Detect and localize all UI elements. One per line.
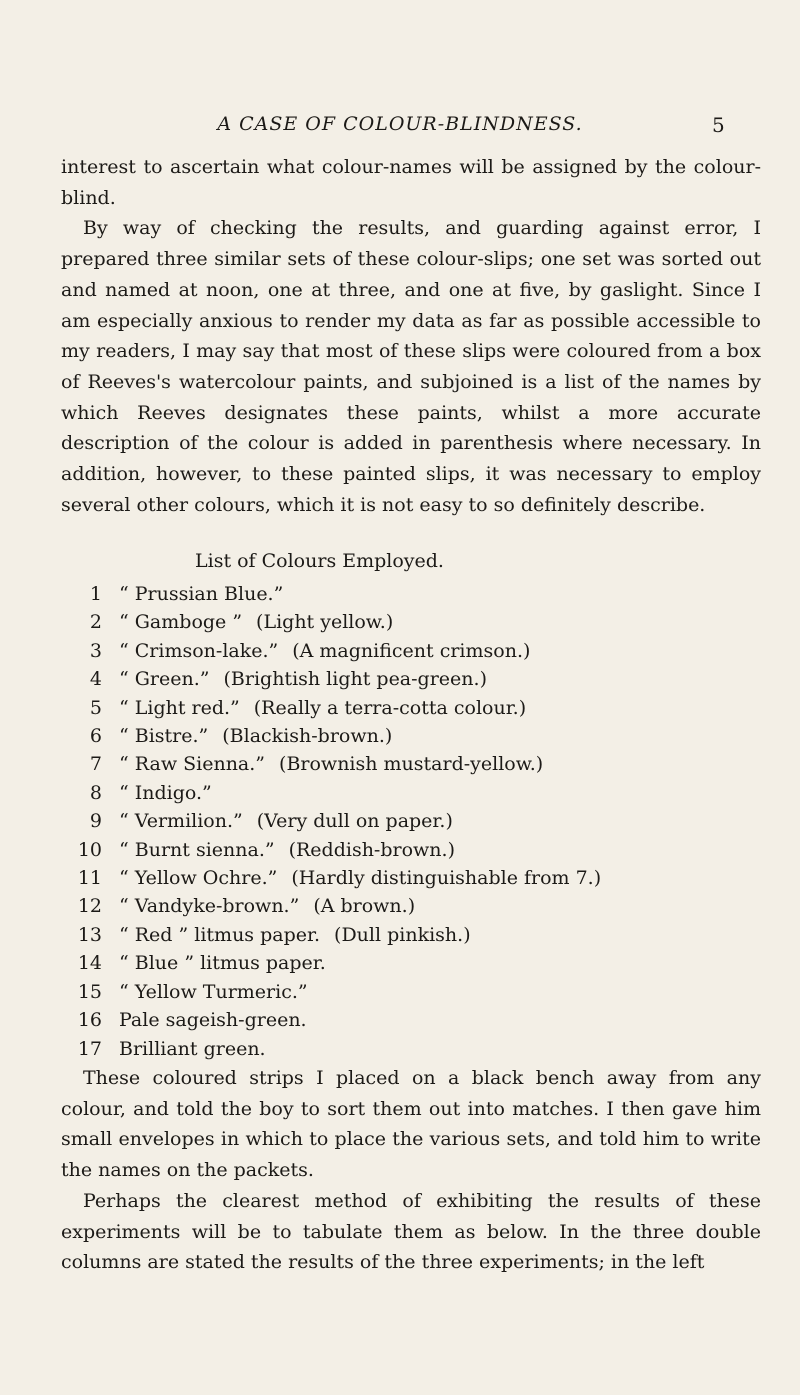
colour-list-number: 15 [77,980,102,1003]
colour-list-number: 10 [77,838,102,861]
colour-description: (A brown.) [313,895,416,918]
colour-name: “ Raw Sienna.” [119,753,266,776]
colour-name: “ Light red.” [119,696,240,719]
colour-list-number: 5 [89,696,102,719]
colour-name: “ Indigo.” [119,781,212,804]
colour-name: “ Green.” [119,668,210,691]
colour-list-item [66,921,756,949]
colour-description: (Blackish-brown.) [222,725,393,748]
colour-description: (A magnificent crimson.) [292,639,531,662]
colour-description: (Light yellow.) [256,611,394,634]
colour-name: “ Crimson-lake.” [119,639,279,662]
colour-list-number: 14 [77,952,102,975]
colour-list-item [66,807,756,835]
colour-list-number: 13 [77,923,102,946]
paragraph-continued: interest to ascertain what colour-names will be assigned by the colour-blind. [61,156,761,209]
colour-list-number: 9 [89,810,102,833]
colour-name: Pale sageish-green. [119,1009,307,1032]
colour-list-item [66,864,756,892]
colour-list-number: 4 [89,668,102,691]
body-text-top [61,152,761,520]
paragraph-tabulate-results: Perhaps the clearest method of exhibiting the results of these experiments will be to tabulate them as below. In the three double columns are stated the results of the three experiments; in the left [61,1189,761,1274]
colour-list-item [66,1006,756,1034]
colour-list-number: 3 [89,639,102,662]
colour-list-item [66,836,756,864]
colour-name: “ Bistre.” [119,725,209,748]
colour-list-item [66,779,756,807]
colour-list-number: 2 [89,611,102,634]
colour-name: “ Blue ” litmus paper. [119,952,326,975]
colour-description: (Brownish mustard-yellow.) [279,753,544,776]
colour-description: (Dull pinkish.) [334,923,471,946]
colour-name: “ Prussian Blue.” [119,583,284,605]
colour-name: “ Red ” litmus paper. [119,923,321,946]
colour-description: (Really a terra-cotta colour.) [253,696,527,719]
page-number: 5 [712,113,725,137]
colour-list-item [66,1035,756,1063]
colour-list-item [66,637,756,665]
colour-list-number: 7 [89,753,102,776]
colour-description: (Reddish-brown.) [288,838,455,861]
colour-list-number: 8 [89,781,102,804]
colour-list-item [66,608,756,636]
running-head: A CASE OF COLOUR-BLINDNESS. [217,113,583,135]
colour-name: “ Yellow Turmeric.” [119,980,308,1003]
colour-list-item [66,694,756,722]
colour-list-item [66,978,756,1006]
colour-list-number: 1 [89,583,102,605]
colour-list-number: 16 [77,1009,102,1032]
colour-list-number: 6 [89,725,102,748]
colour-list-item [66,949,756,977]
colour-description: (Hardly distinguishable from 7.) [291,867,602,890]
colour-name: “ Vandyke-brown.” [119,895,300,918]
colour-name: “ Burnt sienna.” [119,838,275,861]
colour-list-number: 12 [77,895,102,918]
body-text-bottom [61,1063,761,1278]
colour-list-number: 17 [77,1037,102,1060]
colour-list-number: 11 [77,867,102,890]
colour-list-heading: List of Colours Employed. [195,550,444,572]
colour-description: (Brightish light pea-green.) [223,668,487,691]
paragraph-coloured-strips: These coloured strips I placed on a black bench away from any colour, and told the boy to sort them out into matches. I then gave him small envelopes in which to place the various sets, and told him to write the names on the packets. [61,1067,761,1182]
colour-list-item [66,750,756,778]
colour-name: “ Gamboge ” [119,611,243,634]
colour-description: (Very dull on paper.) [256,810,453,833]
colour-list-item [66,580,756,608]
colour-list [66,580,756,1063]
colour-name: Brilliant green. [119,1037,266,1060]
colour-name: “ Vermilion.” [119,810,243,833]
colour-list-item [66,892,756,920]
colour-name: “ Yellow Ochre.” [119,867,278,890]
colour-list-item [66,722,756,750]
paragraph-checking-results: By way of checking the results, and guarding against error, I prepared three similar sets of these colour-slips; one set was sorted out and named at noon, one at three, and one at five, by gaslight. Since I am especially anxious to render my data as far as possible accessible to my readers, I may say that most of these slips were coloured from a box of Reeves's watercolour paints, and subjoined is a list of the names by which Reeves designates these paints, whilst a more accurate description of the colour is added in parenthesis where necessary. In addition, however, to these painted slips, it was necessary to employ several other colours, which it is not easy to so definitely describe. [61,217,761,516]
colour-list-item [66,665,756,693]
